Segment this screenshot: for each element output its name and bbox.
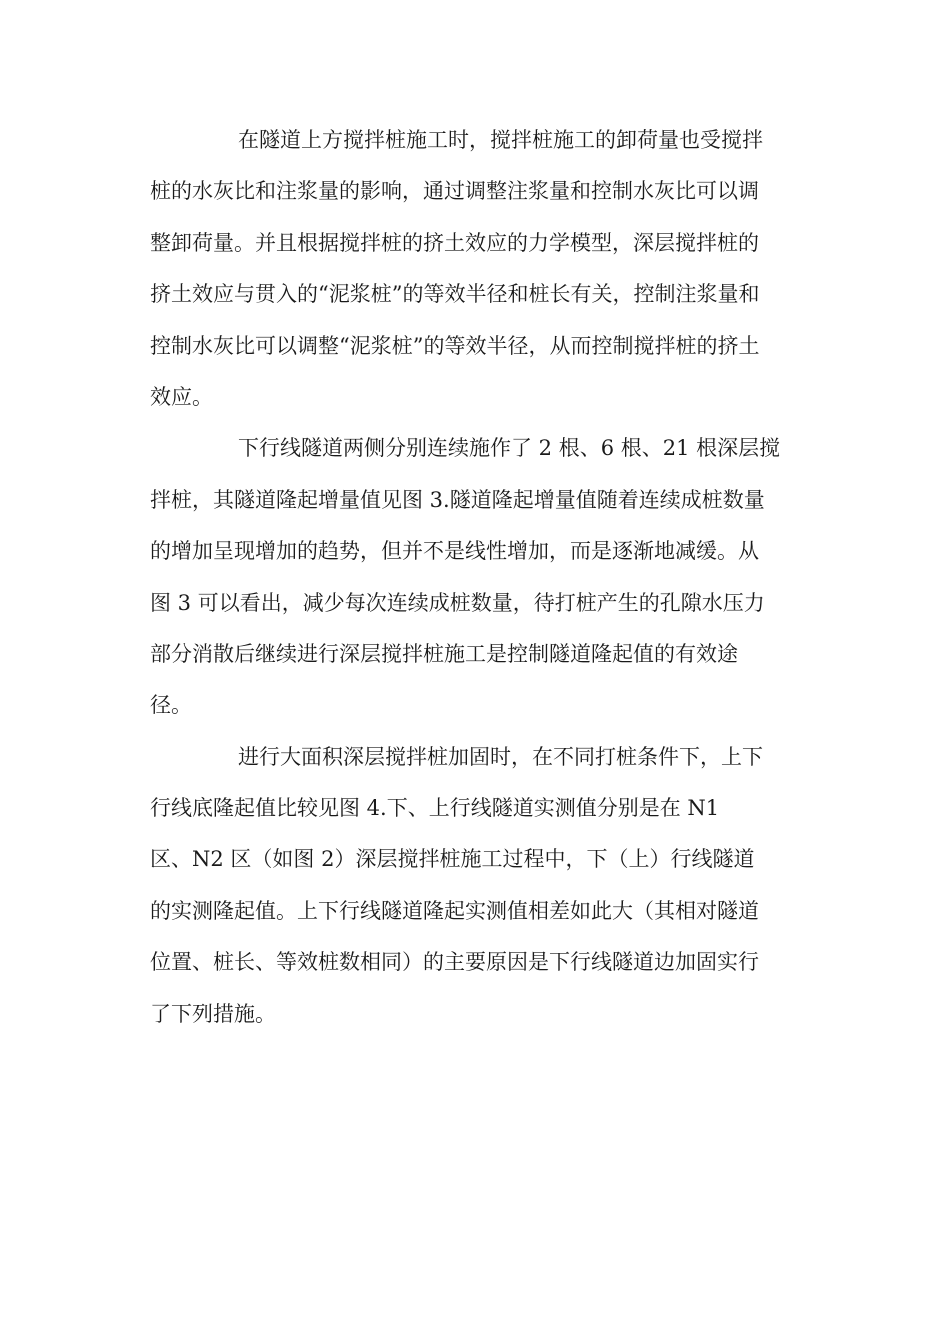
text-line: 径。 (150, 693, 192, 718)
text-line: 拌桩，其隧道隆起增量值见图 3.隧道隆起增量值随着连续成桩数量 (150, 487, 765, 512)
text-line: 下行线隧道两侧分别连续施作了 2 根、6 根、21 根深层搅 (238, 436, 781, 461)
text-line: 了下列措施。 (150, 1001, 276, 1026)
text-line: 的实测隆起值。上下行线隧道隆起实测值相差如此大（其相对隧道 (150, 898, 759, 923)
text-line: 挤土效应与贯入的“泥浆桩”的等效半径和桩长有关，控制注浆量和 (150, 282, 760, 307)
paragraph-3 (150, 732, 800, 1040)
text-line: 的增加呈现增加的趋势，但并不是线性增加，而是逐渐地减缓。从 (150, 539, 759, 564)
text-line: 区、N2 区（如图 2）深层搅拌桩施工过程中，下（上）行线隧道 (150, 847, 755, 872)
body-text (150, 115, 800, 1040)
text-line: 图 3 可以看出，减少每次连续成桩数量，待打桩产生的孔隙水压力 (150, 590, 765, 615)
text-line: 桩的水灰比和注浆量的影响，通过调整注浆量和控制水灰比可以调 (150, 179, 759, 204)
text-line: 在隧道上方搅拌桩施工时，搅拌桩施工的卸荷量也受搅拌 (238, 128, 763, 152)
paragraph-1 (150, 115, 800, 423)
text-line: 部分消散后继续进行深层搅拌桩施工是控制隧道隆起值的有效途 (150, 641, 738, 666)
text-line: 位置、桩长、等效桩数相同）的主要原因是下行线隧道边加固实行 (150, 950, 759, 975)
text-line: 控制水灰比可以调整“泥浆桩”的等效半径，从而控制搅拌桩的挤土 (150, 333, 760, 358)
text-line: 行线底隆起值比较见图 4.下、上行线隧道实测值分别是在 N1 (150, 796, 720, 821)
paragraph-2 (150, 423, 800, 731)
text-line: 进行大面积深层搅拌桩加固时，在不同打桩条件下，上下 (238, 744, 763, 769)
text-line: 整卸荷量。并且根据搅拌桩的挤土效应的力学模型，深层搅拌桩的 (150, 230, 759, 255)
text-line: 效应。 (150, 384, 213, 409)
